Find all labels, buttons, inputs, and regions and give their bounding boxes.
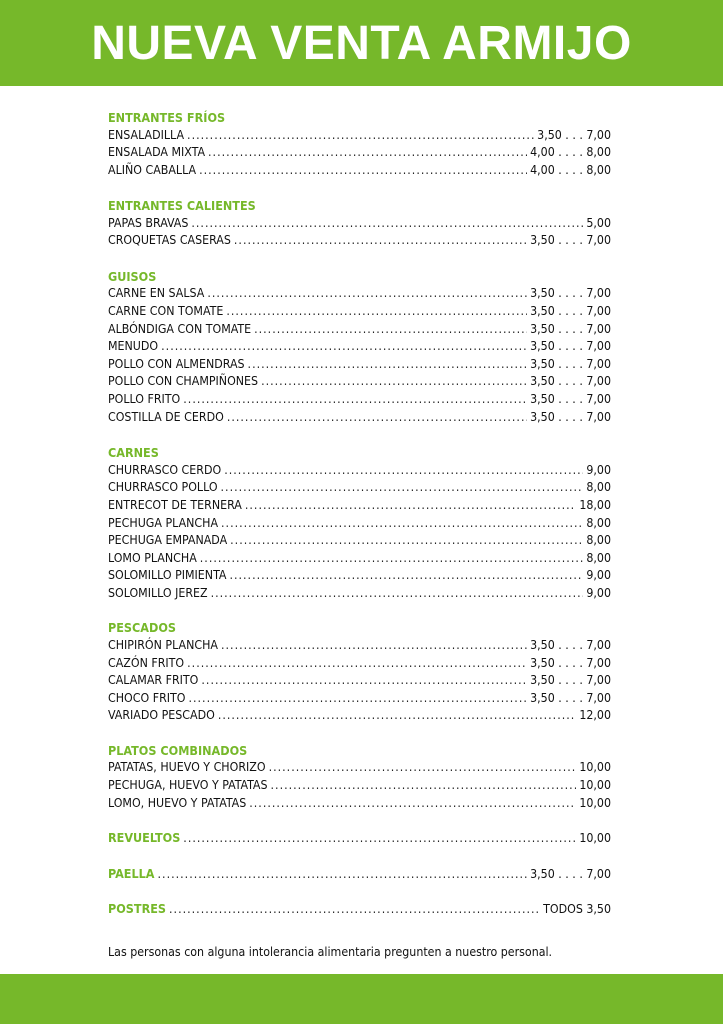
item-name: PATATAS, HUEVO Y CHORIZO [108,760,266,775]
item-price: 4,00 . . . . 8,00 [530,162,611,177]
dot-leader [229,567,583,585]
item-price: 3,50 . . . . 7,00 [530,673,611,688]
item-name: ALBÓNDIGA CON TOMATE [108,321,252,336]
allergy-note: Las personas con alguna intolerancia alimentaria pregunten a nuestro personal. [108,945,553,959]
dot-leader [183,830,576,848]
menu-item [108,707,611,725]
item-name: CROQUETAS CASERAS [108,233,231,248]
menu-item [108,532,611,550]
dot-leader [261,373,527,391]
item-price: 3,50 . . . . 7,00 [530,392,611,407]
dot-leader [254,321,527,339]
dot-leader [201,672,527,690]
dot-leader [191,215,583,233]
dot-leader [224,462,583,480]
item-name: ALIÑO CABALLA [108,162,197,177]
dot-leader [218,707,577,725]
menu-item [108,356,611,374]
menu-item [108,690,611,708]
menu-list [108,109,611,936]
item-name: PAPAS BRAVAS [108,215,189,230]
dot-leader [211,585,584,603]
menu-item [108,373,611,391]
item-name: CHOCO FRITO [108,690,186,705]
dot-leader [221,515,583,533]
item-name: LOMO PLANCHA [108,550,197,565]
menu-item [108,795,611,813]
menu-item [108,144,611,162]
menu-item [108,567,611,585]
dot-leader [183,391,527,409]
section-title: GUISOS [108,268,157,284]
menu-item [108,479,611,497]
menu-item [108,338,611,356]
item-name: POLLO FRITO [108,392,181,407]
menu-section [108,619,611,724]
item-price: 3,50 . . . . 7,00 [530,356,611,371]
item-price: 3,50 . . . 7,00 [537,127,611,142]
menu-item [108,462,611,480]
item-price: 3,50 . . . . 7,00 [530,286,611,301]
item-name: ENSALADILLA [108,127,185,142]
menu-item [108,303,611,321]
item-name: PECHUGA EMPANADA [108,533,228,548]
item-price: 10,00 [579,795,611,810]
dot-leader [230,532,583,550]
item-price: 8,00 [586,480,611,495]
menu-section [108,444,611,602]
item-name: SOLOMILLO PIMIENTA [108,568,227,583]
menu-section [108,268,611,426]
single-item-price: 10,00 [579,831,611,846]
item-name: POLLO CON ALMENDRAS [108,356,245,371]
item-price: 10,00 [579,760,611,775]
section-title: ENTRANTES CALIENTES [108,198,256,214]
dot-leader [221,479,584,497]
menu-item [108,127,611,145]
menu-item [108,497,611,515]
dot-leader [188,690,527,708]
menu-item [108,409,611,427]
dot-leader [269,759,577,777]
menu-item [108,515,611,533]
single-item-name: REVUELTOS [108,830,181,846]
footer-bar [0,974,723,1024]
dot-leader [158,866,528,884]
item-name: PECHUGA PLANCHA [108,515,219,530]
item-price: 3,50 . . . . 7,00 [530,374,611,389]
item-name: CARNE EN SALSA [108,286,205,301]
dot-leader [161,338,527,356]
dot-leader [208,144,527,162]
item-price: 3,50 . . . . 7,00 [530,233,611,248]
menu-item [108,777,611,795]
item-name: LOMO, HUEVO Y PATATAS [108,795,247,810]
item-price: 3,50 . . . . 7,00 [530,321,611,336]
item-price: 9,00 [586,568,611,583]
dot-leader [187,127,534,145]
section-title: PLATOS COMBINADOS [108,742,248,758]
dot-leader [169,901,540,919]
single-item-name: POSTRES [108,901,167,917]
item-price: 12,00 [579,708,611,723]
dot-leader [249,795,576,813]
single-item-price: TODOS 3,50 [543,902,611,917]
menu-item [108,585,611,603]
item-name: COSTILLA DE CERDO [108,409,224,424]
section-title: PESCADOS [108,620,176,636]
dot-leader [221,637,527,655]
item-name: CALAMAR FRITO [108,673,199,688]
item-name: PECHUGA, HUEVO Y PATATAS [108,778,268,793]
dot-leader [271,777,577,795]
item-price: 10,00 [579,778,611,793]
menu-item [108,285,611,303]
item-name: POLLO CON CHAMPIÑONES [108,374,259,389]
item-price: 3,50 . . . . 7,00 [530,409,611,424]
item-price: 9,00 [586,462,611,477]
dot-leader [234,232,527,250]
item-price: 9,00 [586,585,611,600]
menu-item [108,162,611,180]
single-menu-item [108,865,611,883]
item-name: SOLOMILLO JEREZ [108,585,208,600]
menu-item [108,655,611,673]
menu-item [108,759,611,777]
menu-item [108,215,611,233]
item-name: MENUDO [108,339,159,354]
menu-section [108,742,611,812]
single-menu-item [108,829,611,847]
item-price: 3,50 . . . . 7,00 [530,690,611,705]
dot-leader [226,303,527,321]
item-name: CHURRASCO POLLO [108,480,218,495]
dot-leader [245,497,576,515]
menu-item [108,672,611,690]
item-price: 3,50 . . . . 7,00 [530,655,611,670]
item-name: VARIADO PESCADO [108,708,215,723]
item-price: 8,00 [586,550,611,565]
dot-leader [248,356,528,374]
item-name: CHURRASCO CERDO [108,462,222,477]
single-menu-item [108,900,611,918]
item-name: ENSALADA MIXTA [108,145,206,160]
menu-item [108,550,611,568]
item-name: CAZÓN FRITO [108,655,185,670]
item-price: 3,50 . . . . 7,00 [530,304,611,319]
header-bar [0,0,723,86]
menu-section [108,197,611,250]
dot-leader [187,655,527,673]
item-price: 3,50 . . . . 7,00 [530,339,611,354]
item-name: ENTRECOT DE TERNERA [108,497,242,512]
item-price: 18,00 [579,497,611,512]
dot-leader [199,162,527,180]
page-title: NUEVA VENTA ARMIJO [91,17,632,70]
item-price: 4,00 . . . . 8,00 [530,145,611,160]
section-title: CARNES [108,445,159,461]
item-name: CARNE CON TOMATE [108,304,224,319]
dot-leader [227,409,527,427]
menu-item [108,321,611,339]
menu-item [108,232,611,250]
single-item-name: PAELLA [108,865,155,881]
dot-leader [200,550,584,568]
item-name: CHIPIRÓN PLANCHA [108,637,218,652]
item-price: 8,00 [586,515,611,530]
menu-item [108,391,611,409]
single-item-price: 3,50 . . . . 7,00 [530,866,611,881]
item-price: 5,00 [586,215,611,230]
menu-section [108,109,611,179]
section-title: ENTRANTES FRÍOS [108,110,226,125]
menu-item [108,637,611,655]
item-price: 8,00 [586,533,611,548]
item-price: 3,50 . . . . 7,00 [530,637,611,652]
dot-leader [207,285,527,303]
